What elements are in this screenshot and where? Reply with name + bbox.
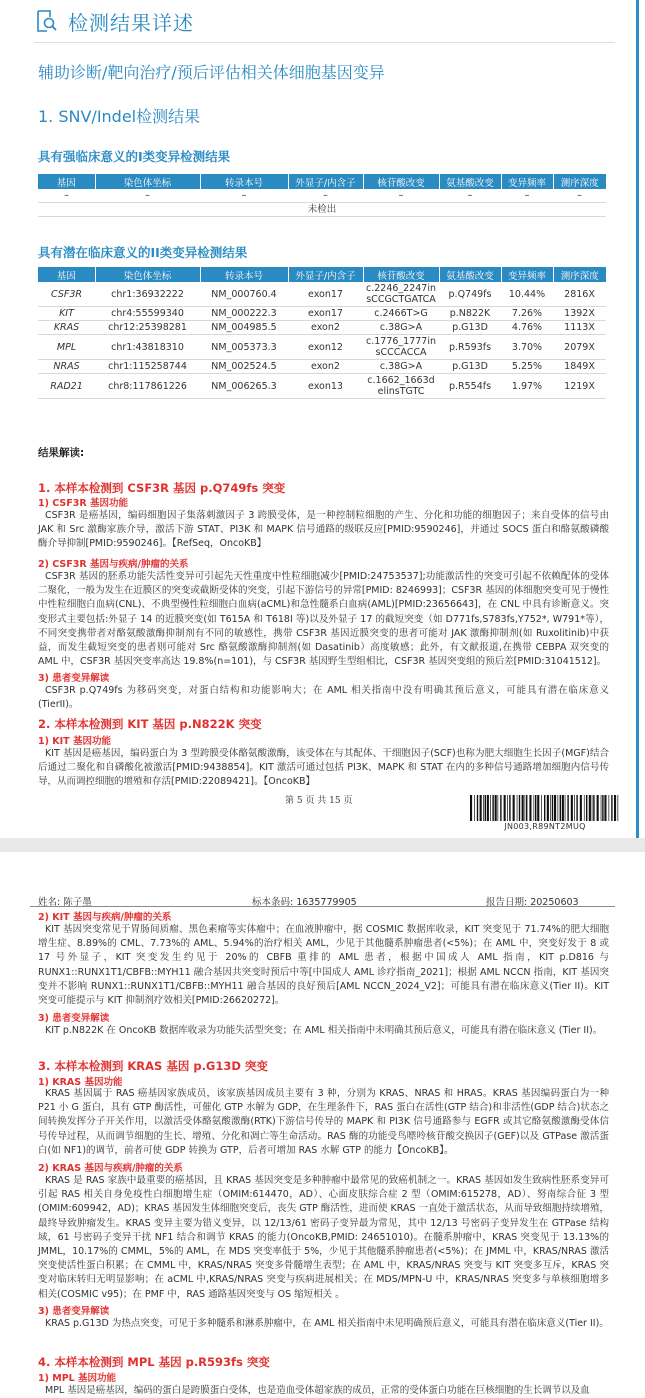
table-cell: 1.97%	[501, 374, 553, 399]
subsection-title: 1. SNV/Indel检测结果	[38, 107, 201, 126]
table-cell: 1113X	[553, 321, 606, 335]
table-row	[38, 335, 606, 360]
column-header: 核苷酸改变	[363, 267, 439, 282]
csf3r-title: 1. 本样本检测到 CSF3R 基因 p.Q749fs 突变	[38, 481, 286, 495]
table-cell: c.38G>A	[363, 321, 439, 335]
kras-title: 3. 本样本检测到 KRAS 基因 p.G13D 突变	[38, 1059, 268, 1073]
table-cell: 1219X	[553, 374, 606, 399]
interpretation-title: 结果解读:	[38, 447, 85, 459]
table-cell: 1392X	[553, 307, 606, 321]
class1-header-row	[38, 174, 606, 189]
kras-disease-heading: 2) KRAS 基因与疾病/肿瘤的关系	[38, 1163, 183, 1174]
class2-table	[38, 267, 606, 399]
table-cell: chr1:43818310	[95, 335, 200, 360]
table-cell: NM_002524.5	[200, 360, 288, 374]
kras-interpretation-heading: 3) 患者变异解读	[38, 1306, 110, 1317]
column-header: 外显子/内含子	[288, 174, 363, 189]
page-number: 第 5 页 共 15 页	[285, 796, 353, 806]
table-cell: c.1776_1777insCCCACCA	[363, 335, 439, 360]
barcode-text: JN003,R89NT2MUQ	[504, 822, 586, 831]
column-header: 氨基酸改变	[439, 174, 501, 189]
section-title: 辅助诊断/靶向治疗/预后评估相关体细胞基因变异	[38, 63, 385, 82]
table-cell: RAD21	[38, 374, 95, 399]
table-cell: –	[288, 189, 363, 203]
info-divider	[30, 906, 615, 907]
table-cell: exon17	[288, 282, 363, 307]
csf3r-interpretation-text: CSF3R p.Q749fs 为移码突变，对蛋白结构和功能影响大；在 AML 相关指南中没有明确其预后意义，可能具有潜在临床意义(TierII)。	[38, 685, 609, 711]
table-cell: –	[501, 189, 553, 203]
table-row	[38, 374, 606, 399]
sample-barcode: 标本条码: 1635779905	[252, 897, 357, 908]
kit-title: 2. 本样本检测到 KIT 基因 p.N822K 突变	[38, 717, 262, 731]
column-header: 变异频率	[501, 267, 553, 282]
table-cell: KRAS	[38, 321, 95, 335]
kit-disease-text: KIT 基因突变常见于胃肠间质瘤、黑色素瘤等实体瘤中；在血液肿瘤中，据 COSMIC 数据库收录，KIT 突变见于 71.74%的肥大细胞增生症、8.89%的 CML、7.73%的 AML、5.94%的治疗相关 AML，少见于其他髓系肿瘤患者(<5%)；在 AML 中，突变好发于 8 或 17 号外显子，KIT 突变发生约见于 20%的 CBFB 重排的 AML 患者，根据中国成人 AML 指南，KIT p.D816 与 RUNX1::RUNX1T1/CBFB::MYH11 融合基因共突变时预后中等[中国成人 AML 诊疗指南_2021]；根据 AML NCCN 指南，KIT 基因突变并不影响 RUNX1::RUNX1T1/CBFB::MYH11 融合基因的良好预后[AML NCCN_2024_V2]；可能具有潜在临床意义(Tier II)。KIT 突变可能提示与 KIT 抑制剂疗效相关[PMID:26620272]。	[38, 924, 609, 1007]
column-header: 外显子/内含子	[288, 267, 363, 282]
table-row	[38, 189, 606, 203]
table-cell: NM_005373.3	[200, 335, 288, 360]
column-header: 测序深度	[553, 174, 606, 189]
class1-title: 具有强临床意义的I类变异检测结果	[38, 149, 231, 164]
column-header: 转录本号	[200, 267, 288, 282]
csf3r-disease-heading: 2) CSF3R 基因与疾病/肿瘤的关系	[38, 559, 189, 570]
page-title: 检测结果详述	[68, 10, 194, 35]
table-row	[38, 321, 606, 335]
not-detected-cell: 未检出	[38, 203, 606, 217]
table-row	[38, 307, 606, 321]
table-cell: exon2	[288, 360, 363, 374]
class2-header-row	[38, 267, 606, 282]
column-header: 基因	[38, 174, 95, 189]
page-header	[34, 6, 194, 36]
table-row	[38, 203, 606, 217]
class2-table-body	[38, 282, 606, 399]
kras-function-heading: 1) KRAS 基因功能	[38, 1077, 123, 1088]
table-cell: –	[95, 189, 200, 203]
report-page-6	[0, 852, 645, 1398]
table-cell: 5.25%	[501, 360, 553, 374]
table-cell: NM_004985.5	[200, 321, 288, 335]
table-cell: 10.44%	[501, 282, 553, 307]
kit-disease-heading: 2) KIT 基因与疾病/肿瘤的关系	[38, 912, 172, 923]
table-cell: exon13	[288, 374, 363, 399]
table-cell: –	[363, 189, 439, 203]
table-cell: exon12	[288, 335, 363, 360]
table-cell: p.G13D	[439, 321, 501, 335]
table-cell: p.R593fs	[439, 335, 501, 360]
column-header: 染色体坐标	[95, 174, 200, 189]
csf3r-disease-text: CSF3R 基因的胚系功能失活性变异可引起先天性重度中性粒细胞减少[PMID:24753537];功能激活性的突变可引起不依赖配体的受体二聚化，一般为发生在近膜区的突变或截断受体的突变，引起下游信号的异常[PMID: 8246993]；CSF3R 基因的体细胞突变可见于慢性中性粒细胞白血病(CNL)、不典型慢性粒细胞白血病(aCML)和急性髓系白血病(AML)[PMID:23656643]，在 CNL 中具有诊断意义。突变形式主要包括:外显子 14 的近膜突变(如 T615A 和 T618I 等)以及外显子 17 的截短突变（如 D771fs,S783fs,Y752*, W791*等），不同突变携带者对酪氨酸激酶抑制剂有不同的敏感性，携带 CSF3R 基因近膜突变的患者可能对 JAK 激酶抑制剂(如 Ruxolitinib)中获益，而发生截短突变的患者则可能对 Src 酪氨酸激酶抑制剂(如 Dasatinib）高度敏感；此外，有文献报道,在携带 CEBPA 双突变的 AML 中，CSF3R 基因突变率高达 19.8%(n=101)，与 CSF3R 基因野生型组相比，CSF3R 基因突变组的预后差[PMID:31041512]。	[38, 571, 609, 668]
table-cell: NRAS	[38, 360, 95, 374]
kras-interpretation-text: KRAS p.G13D 为热点突变，可见于多种髓系和淋系肿瘤中，在 AML 相关指南中未见明确预后意义，可能具有潜在临床意义(Tier II)。	[45, 1318, 609, 1329]
table-cell: exon2	[288, 321, 363, 335]
table-cell: c.38G>A	[363, 360, 439, 374]
page-separator	[0, 838, 645, 852]
table-cell: chr1:115258744	[95, 360, 200, 374]
table-cell: KIT	[38, 307, 95, 321]
table-cell: c.2246_2247insCCGCTGATCA	[363, 282, 439, 307]
table-cell: c.1662_1663delinsTGTC	[363, 374, 439, 399]
mpl-function-heading: 1) MPL 基因功能	[38, 1373, 117, 1384]
kit-interpretation-text: KIT p.N822K 在 OncoKB 数据库收录为功能失活型突变；在 AML 相关指南中未明确其预后意义，可能具有潜在临床意义 (Tier II)。	[45, 1025, 603, 1036]
header-divider	[34, 42, 615, 43]
table-cell: NM_006265.3	[200, 374, 288, 399]
kras-disease-text: KRAS 是 RAS 家族中最重要的癌基因，且 KRAS 基因突变是多种肿瘤中最常见的致癌机制之一。KRAS 基因如发生致病性胚系变异可引起 RAS 相关自身免疫性白细胞增生症（OMIM:614470，AD）、心面皮肤综合症 2 型（OMIM:615278，AD）、努南综合征 3 型(OMIM:609942，AD)；KRAS 基因发生体细胞突变后，丧失 GTP 酶活性，进而使 KRAS 一直处于激活状态，从而导致细胞持续增殖，最终导致肿瘤发生。KRAS 变异主要为错义变异，以 12/13/61 密码子变异最为常见，其中 12/13 号密码子变异发生在 GTPase 结构域，61 号密码子变异干扰 NF1 结合和调节 KRAS 的能力(OncoKB,PMID: 24651010)。在髓系肿瘤中，KRAS 突变见于 13.13%的 JMML，10.17%的 CMML，5%的 AML，在 MDS 突变率低于 5%，少见于其他髓系肿瘤患者(<5%)；在 JMML 中，KRAS/NRAS 激活突变使活性蛋白积累；在 CMML 中，KRAS/NRAS 突变多骨髓增生表型；在 AML 中，KRAS/NRAS 突变与 KIT 突变多互斥，KRAS 突变对临床转归无明显影响；在 aCML 中,KRAS/NRAS 突变与疾病进展相关；在 MDS/MPN-U 中，KRAS/NRAS 突变多与单核细胞增多相关(COSMIC v95)；在 PMF 中，RAS 通路基因突变与 OS 缩短相关 。	[38, 1175, 609, 1300]
search-document-icon	[34, 9, 58, 33]
table-cell: p.Q749fs	[439, 282, 501, 307]
table-cell: –	[200, 189, 288, 203]
mpl-title: 4. 本样本检测到 MPL 基因 p.R593fs 突变	[38, 1355, 270, 1369]
column-header: 变异频率	[501, 174, 553, 189]
column-header: 染色体坐标	[95, 267, 200, 282]
table-cell: –	[38, 189, 95, 203]
table-row	[38, 282, 606, 307]
table-cell: chr12:25398281	[95, 321, 200, 335]
table-cell: –	[553, 189, 606, 203]
table-row	[38, 360, 606, 374]
patient-name: 姓名: 陈子墨	[38, 897, 92, 908]
class1-table	[38, 174, 606, 217]
class2-title: 具有潜在临床意义的II类变异检测结果	[38, 245, 248, 260]
table-cell: chr4:55599340	[95, 307, 200, 321]
table-cell: exon17	[288, 307, 363, 321]
table-cell: 2079X	[553, 335, 606, 360]
kit-interpretation-heading: 3) 患者变异解读	[38, 1013, 110, 1024]
table-cell: NM_000222.3	[200, 307, 288, 321]
table-cell: NM_000760.4	[200, 282, 288, 307]
table-cell: p.R554fs	[439, 374, 501, 399]
column-header: 核苷酸改变	[363, 174, 439, 189]
table-cell: –	[439, 189, 501, 203]
table-cell: 7.26%	[501, 307, 553, 321]
column-header: 氨基酸改变	[439, 267, 501, 282]
table-cell: chr1:36932222	[95, 282, 200, 307]
kras-function-text: KRAS 基因属于 RAS 癌基因家族成员，该家族基因成员主要有 3 种，分别为 KRAS、NRAS 和 HRAS。KRAS 基因编码蛋白为一种 P21 小 G 蛋白，具有 GTP 酶活性，可催化 GTP 水解为 GDP，在生理条件下，RAS 蛋白在活性(GTP 结合)和非活性(GDP 结合)状态之间转换发挥分子开关作用，以激活受体酪氨酸激酶(RTK)下游信号传导的 MAPK 和 PI3K 信号通路参与 EGFR 或其它酪氨酸激酶受体信号传导过程，从而调节细胞的生长、增殖、分化和凋亡等生命活动。RAS 酶的功能受鸟嘌呤核苷酸交换因子(GEF)以及 GTPase 激活蛋白(如 NF1)的调节，前者可使 GDP 转换为 GTP，后者可增加 RAS 水解 GTP 的能力【OncoKB】。	[38, 1088, 609, 1156]
table-cell: 3.70%	[501, 335, 553, 360]
table-cell: 2816X	[553, 282, 606, 307]
table-cell: CSF3R	[38, 282, 95, 307]
table-cell: p.G13D	[439, 360, 501, 374]
table-cell: p.N822K	[439, 307, 501, 321]
column-header: 基因	[38, 267, 95, 282]
report-date: 报告日期: 20250603	[486, 897, 579, 908]
mpl-function-text: MPL 基因是癌基因，编码的蛋白是跨膜蛋白受体，也是造血受体超家族的成员，正常的受体蛋白功能在巨核细胞的生长调节以及血	[45, 1385, 590, 1396]
table-cell: chr8:117861226	[95, 374, 200, 399]
column-header: 转录本号	[200, 174, 288, 189]
csf3r-function-text: CSF3R 是癌基因，编码细胞因子集落刺激因子 3 跨膜受体，是一种控制粒细胞的产生、分化和功能的细胞因子；来自受体的信号由 JAK 和 Src 激酶家族介导，激活下游 STAT、PI3K 和 MAPK 信号通路的级联反应[PMID:9590246]，并通过 SOCS 蛋白和酪氨酸磷酸酶介导抑制[PMID:9590246]。【RefSeq，OncoKB】	[38, 510, 609, 550]
table-cell: 4.76%	[501, 321, 553, 335]
csf3r-function-heading: 1) CSF3R 基因功能	[38, 498, 128, 509]
table-cell: MPL	[38, 335, 95, 360]
table-cell: c.2466T>G	[363, 307, 439, 321]
csf3r-interpretation-heading: 3) 患者变异解读	[38, 673, 110, 684]
kit-function-heading: 1) KIT 基因功能	[38, 736, 111, 747]
kit-function-text: KIT 基因是癌基因，编码蛋白为 3 型跨膜受体酪氨酸激酶，该受体在与其配体、干细胞因子(SCF)也称为肥大细胞生长因子(MGF)结合后通过二聚化和自磷酸化被激活[PMID:9438854]。KIT 激活可通过包括 PI3K、MAPK 和 STAT 在内的多种信号通路增加细胞内信号传导，从而调控细胞的增殖和存活[PMID:22089421]。【OncoKB】	[38, 748, 609, 788]
table-cell: 1849X	[553, 360, 606, 374]
barcode-image	[470, 795, 620, 821]
column-header: 测序深度	[553, 267, 606, 282]
page-edge-bar	[636, 0, 639, 838]
